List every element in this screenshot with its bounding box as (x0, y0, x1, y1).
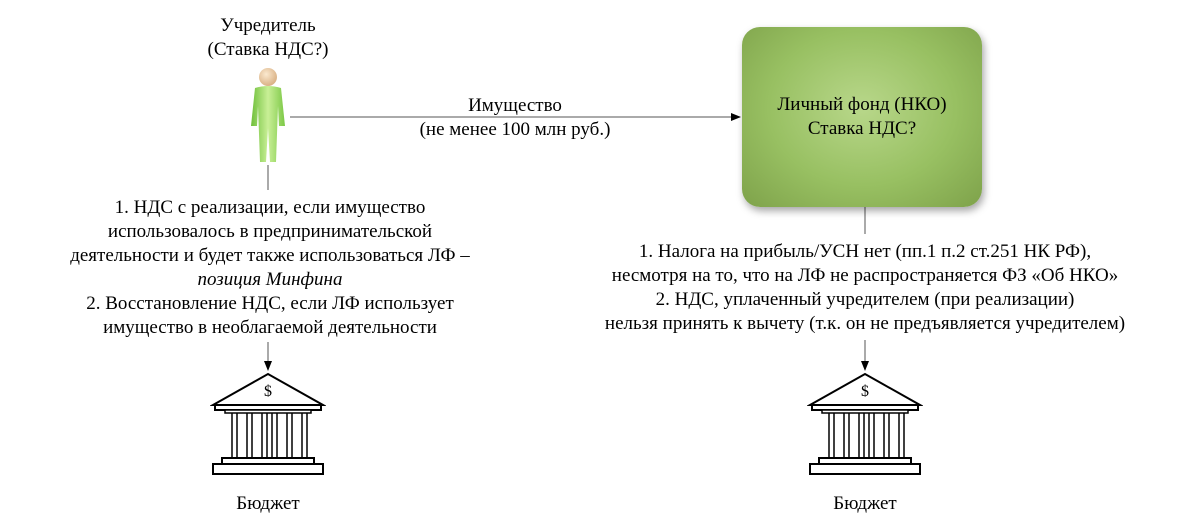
minfin-position: позиция Минфина (197, 269, 343, 290)
property-label: Имущество (468, 95, 562, 116)
note-line: 2. НДС, уплаченный учредителем (при реализации) (655, 289, 1075, 310)
note-line: 1. Налога на прибыль/УСН нет (пп.1 п.2 ст.251 НК РФ), (638, 241, 1092, 262)
bank-icon (210, 372, 326, 478)
person-icon (245, 66, 291, 166)
bank-icon (807, 372, 923, 478)
fund-tax-notes (570, 240, 1160, 336)
note-line: деятельности и будет также использоваться ЛФ – (70, 245, 470, 266)
dollar-symbol: $ (861, 383, 869, 400)
note-line: несмотря на то, что на ЛФ не распространяется ФЗ «Об НКО» (611, 265, 1119, 286)
founder-title: Учредитель (220, 15, 316, 36)
note-line: 1. НДС с реализации, если имущество (114, 197, 426, 218)
personal-fund-box (742, 27, 982, 207)
dollar-symbol: $ (264, 383, 272, 400)
note-line: использовалось в предпринимательской (107, 221, 433, 242)
budget-right-label: Бюджет (833, 493, 897, 514)
founder-tax-notes (20, 196, 520, 340)
note-line: нельзя принять к вычету (т.к. он не предъявляется учредителем) (604, 313, 1126, 334)
budget-left-label: Бюджет (236, 493, 300, 514)
note-line: 2. Восстановление НДС, если ЛФ использует (86, 293, 454, 314)
founder-subtitle: (Ставка НДС?) (207, 39, 329, 60)
fund-vat-question: Ставка НДС? (807, 118, 917, 139)
property-transfer-label (390, 94, 640, 142)
property-minimum: (не менее 100 млн руб.) (419, 119, 611, 140)
note-line: имущество в необлагаемой деятельности (103, 317, 437, 338)
fund-name: Личный фонд (НКО) (777, 94, 947, 115)
founder-label (168, 14, 368, 62)
